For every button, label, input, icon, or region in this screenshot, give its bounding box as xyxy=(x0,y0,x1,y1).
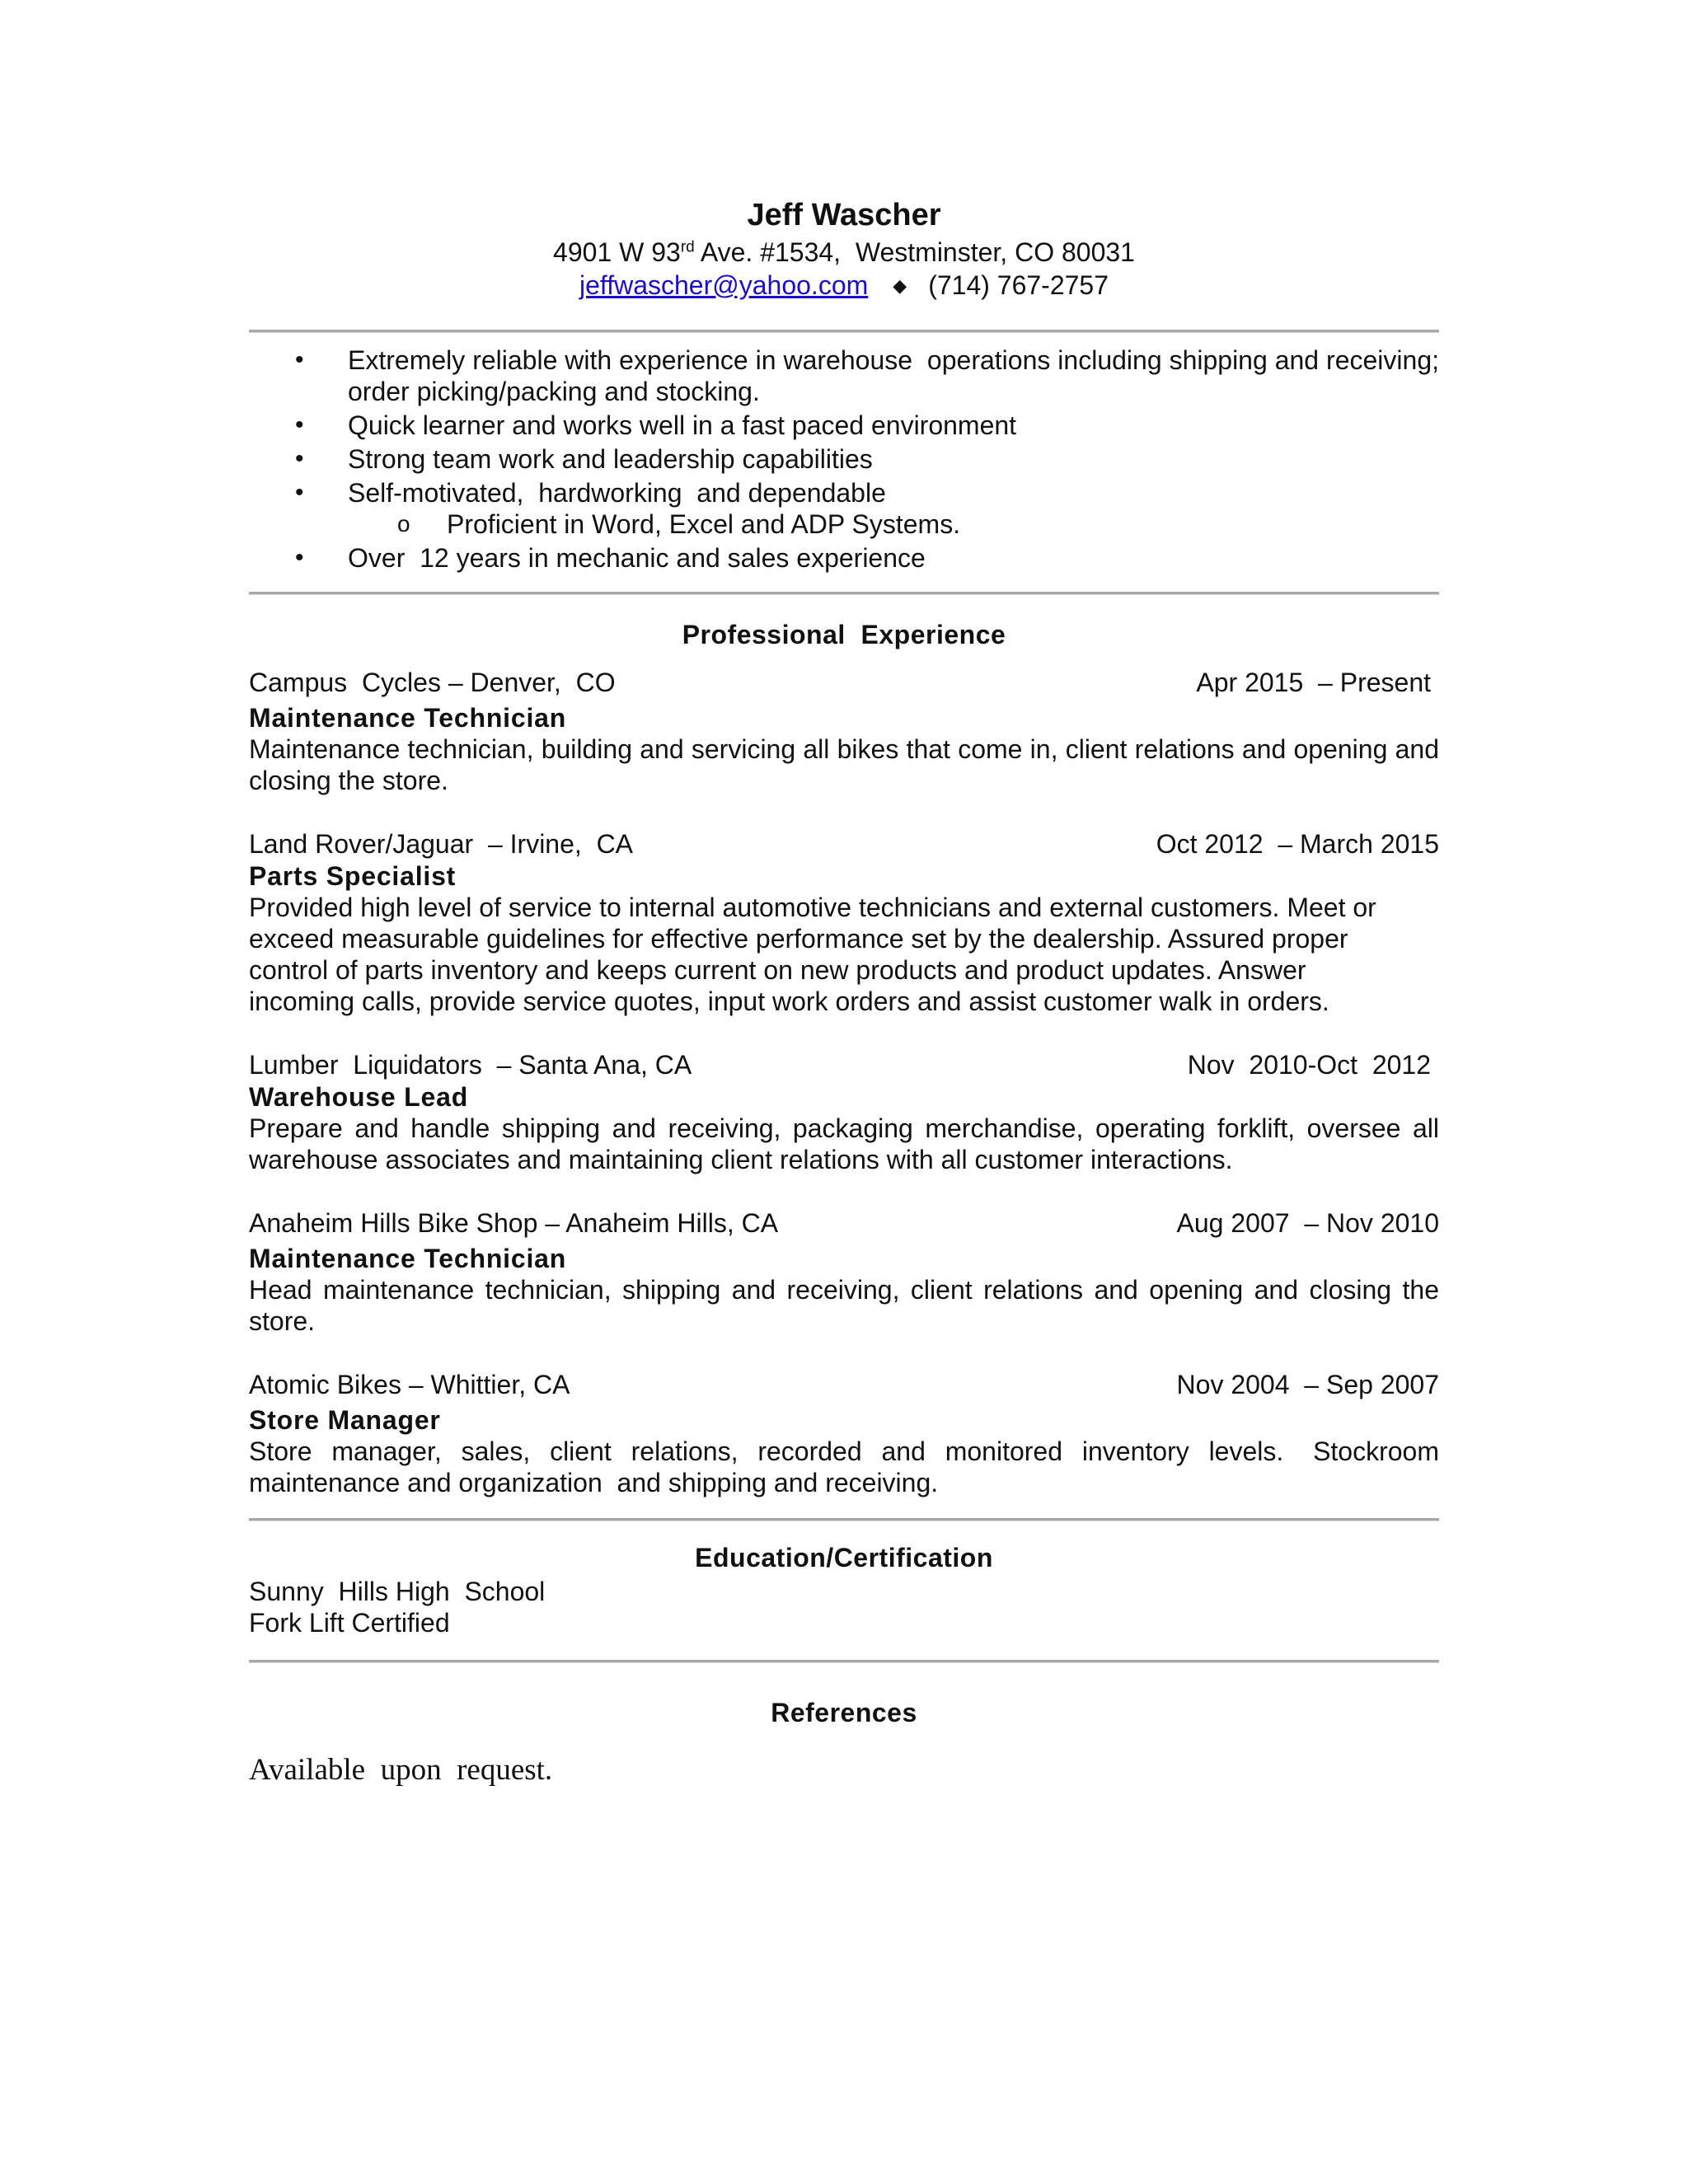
job-description: Store manager, sales, client relations, recorded and monitored inventory levels. Stockroom maintenance and organization and shipping and receiving. xyxy=(249,1436,1447,1497)
summary-bullet: • Over 12 years in mechanic and sales experience xyxy=(295,543,926,573)
job-dates: Oct 2012 – March 2015 xyxy=(1156,829,1439,859)
job-dates: Aug 2007 – Nov 2010 xyxy=(1176,1208,1439,1238)
job-dates: Nov 2010-Oct 2012 xyxy=(1187,1050,1431,1080)
job-dates: Apr 2015 – Present xyxy=(1196,668,1431,697)
job-header xyxy=(249,666,1439,699)
summary-bullet: • Quick learner and works well in a fast paced environment xyxy=(295,410,1017,440)
education-item: Sunny Hills High School xyxy=(249,1577,546,1606)
experience-heading: Professional Experience xyxy=(682,620,1006,649)
job-company: Campus Cycles – Denver, CO xyxy=(249,668,616,697)
bullet-icon: • xyxy=(295,411,304,438)
phone-number: (714) 767-2757 xyxy=(928,270,1109,300)
job-dates: Nov 2004 – Sep 2007 xyxy=(1176,1370,1439,1399)
address-pre: 4901 W 93 xyxy=(553,237,681,267)
sub-bullet-icon: o xyxy=(397,511,410,537)
job-role: Maintenance Technician xyxy=(249,1244,567,1273)
job-header xyxy=(249,1207,1439,1240)
job-role: Parts Specialist xyxy=(249,861,457,891)
summary-bullet: • Strong team work and leadership capabilities xyxy=(295,444,873,474)
job-header xyxy=(249,1368,1439,1401)
address-sup: rd xyxy=(680,238,695,256)
job-company: Land Rover/Jaguar – Irvine, CA xyxy=(249,829,634,859)
address-line xyxy=(249,236,1439,269)
bullet-icon: • xyxy=(295,346,304,373)
job-entry xyxy=(249,1368,1447,1498)
job-company: Lumber Liquidators – Santa Ana, CA xyxy=(249,1050,692,1080)
address-post: Ave. #1534, Westminster, CO 80031 xyxy=(694,237,1135,267)
summary-bullet: • Self-motivated, hardworking and dependable xyxy=(295,478,886,508)
candidate-name: Jeff Wascher xyxy=(747,198,941,232)
contact-line xyxy=(249,269,1439,302)
job-role: Maintenance Technician xyxy=(249,703,567,733)
references-text: Available upon request. xyxy=(249,1753,553,1787)
job-entry xyxy=(249,1207,1439,1337)
resume-content xyxy=(249,194,1454,1788)
email-link[interactable]: jeffwascher@yahoo.com xyxy=(579,270,869,300)
job-entry xyxy=(249,1048,1439,1175)
job-company: Atomic Bikes – Whittier, CA xyxy=(249,1370,570,1399)
job-description: Head maintenance technician, shipping and receiving, client relations and opening and closing the store. xyxy=(249,1275,1439,1336)
job-description: Prepare and handle shipping and receiving, packaging merchandise, operating forklift, oversee all warehouse associates and maintaining client relations with all customer interactions. xyxy=(249,1113,1439,1174)
summary-bullet: • Extremely reliable with experience in warehouse operations including shipping and receiving; order picking/packing and stocking. xyxy=(295,345,1454,406)
job-description: Provided high level of service to internal automotive technicians and external customers. Meet or exceed measurable guidelines for effective performance set by the dealership. Assured proper control of parts inventory and keeps current on new products and product updates. Answer incoming calls, provide service quotes, input work orders and assist customer walk in orders. xyxy=(249,893,1376,1016)
diamond-separator-icon: ◆ xyxy=(893,275,907,296)
summary-sub-bullet: o Proficient in Word, Excel and ADP Systems. xyxy=(397,509,961,539)
job-header xyxy=(249,1048,1439,1081)
job-description: Maintenance technician, building and servicing all bikes that come in, client relations and opening and closing the store. xyxy=(249,734,1439,795)
education-item: Fork Lift Certified xyxy=(249,1608,450,1638)
education-heading: Education/Certification xyxy=(695,1543,993,1572)
job-role: Warehouse Lead xyxy=(249,1082,469,1112)
bullet-icon: • xyxy=(295,544,304,571)
bullet-icon: • xyxy=(295,445,304,472)
summary-list-tail xyxy=(249,542,1439,574)
references-heading: References xyxy=(771,1698,917,1727)
job-header xyxy=(249,827,1439,860)
job-role: Store Manager xyxy=(249,1405,441,1435)
job-company: Anaheim Hills Bike Shop – Anaheim Hills, CA xyxy=(249,1208,779,1238)
bullet-icon: • xyxy=(295,479,304,506)
job-entry xyxy=(249,827,1439,1017)
job-entry xyxy=(249,666,1439,796)
summary-list xyxy=(249,344,1454,509)
